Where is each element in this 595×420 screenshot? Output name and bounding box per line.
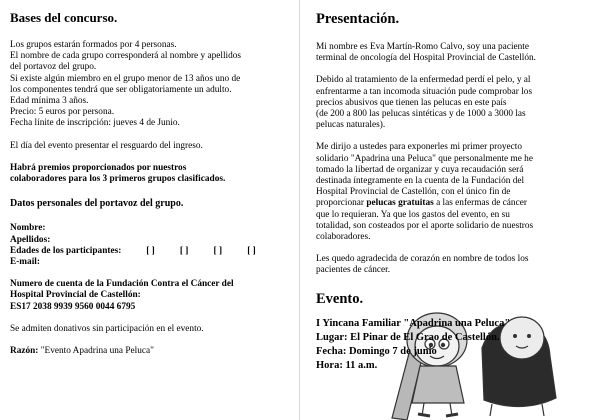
rule-line: Edad mínima 3 años. xyxy=(10,96,89,107)
event-time xyxy=(316,359,587,373)
ages-label: Edades de los participantes: xyxy=(10,245,122,256)
account-line: Hospital Provincial de Castellón: xyxy=(10,290,141,301)
place-value: El Pinar de El Grao de Castellón. xyxy=(347,331,500,343)
rule-line: Precio: 5 euros por persona. xyxy=(10,107,115,118)
personal-data-form xyxy=(10,223,292,268)
text-line: tomado la libertad de organizar y cuya recaudación será xyxy=(316,164,524,175)
prizes-line: Habrá premios proporcionados por nuestros xyxy=(10,162,187,173)
event-details xyxy=(316,317,587,373)
text-line: (de 200 a 800 las pelucas sintéticas y de 1000 a 3000 las xyxy=(316,109,526,120)
prizes-note xyxy=(10,163,292,185)
time-value: 11 a.m. xyxy=(342,359,378,371)
rule-line: del portavoz del grupo. xyxy=(10,62,97,73)
text-line: totalidad, son costeados por el aporte solidario de nuestros xyxy=(316,220,534,231)
text-line: colaboradores. xyxy=(316,232,371,243)
age-box-4[interactable]: [ ] xyxy=(247,245,256,256)
text-line: pelucas naturales). xyxy=(316,120,386,131)
text-line: terminal de oncología del Hospital Provincial de Castellón. xyxy=(316,53,536,64)
email-field[interactable]: E-mail: xyxy=(10,257,40,268)
donations-note: Se admiten donativos sin participación en el evento. xyxy=(10,323,204,334)
age-box-3[interactable]: [ ] xyxy=(213,245,223,256)
text-line: solidario "Apadrina una Peluca" que personalmente me he xyxy=(316,153,533,164)
date-value: Domingo 7 de junio xyxy=(346,345,437,357)
place-label: Lugar: xyxy=(316,331,348,343)
text-line: enfrentarme a tan incomoda situación pude comprobar los xyxy=(316,86,533,97)
age-box-1[interactable]: [ ] xyxy=(146,245,155,256)
rule-line: Los grupos estarán formados por 4 personas. xyxy=(10,40,177,50)
free-wigs-emphasis: pelucas gratuitas xyxy=(366,198,434,209)
event-date xyxy=(316,345,587,359)
rule-line: Fecha línite de inscripción: jueves 4 de Junio. xyxy=(10,118,180,129)
text-line: pacientes de cáncer. xyxy=(316,265,391,276)
text-line: Me dirijo a ustedes para exponerles mi primer proyecto xyxy=(316,142,523,153)
account-number: ES17 2038 9939 9560 0044 6795 xyxy=(10,301,136,312)
name-field[interactable]: Nombre: xyxy=(10,223,46,234)
event-note: El día del evento presentar el resguardo del ingreso. xyxy=(10,140,203,151)
date-label: Fecha: xyxy=(316,345,347,357)
presentation-title: Presentación. xyxy=(316,11,400,27)
text-line: Mi nombre es Eva Martín-Romo Calvo, soy una paciente xyxy=(316,42,530,52)
ages-field xyxy=(10,246,292,257)
time-label: Hora: xyxy=(316,359,343,371)
presentation-paragraph-4 xyxy=(316,254,587,276)
reason-line xyxy=(10,346,292,357)
reason-value: "Evento Apadrina una Peluca" xyxy=(38,346,154,357)
account-line: Numero de cuenta de la Fundación Contra el Cáncer del xyxy=(10,279,234,290)
text-line: Les quedo agradecida de corazón en nombre de todos los xyxy=(316,254,529,265)
presentation-paragraph-1 xyxy=(316,42,587,64)
rule-line: El nombre de cada grupo corresponderá al nombre y apellidos xyxy=(10,51,242,62)
presentation-paragraph-2 xyxy=(316,75,587,131)
event-name: I Yincana Familiar "Apadrina una Peluca" xyxy=(316,317,511,329)
prizes-line: colaboradores para los 3 primeros grupos clasificados. xyxy=(10,174,226,185)
text-line: proporcionar pelucas gratuitas a las enfermas de cáncer xyxy=(316,198,527,209)
rules-block xyxy=(10,40,292,130)
rule-line: los componentes tendrá que ser obligatoriamente un adulto. xyxy=(10,84,232,95)
event-place xyxy=(316,331,587,345)
text-line: que lo requieran. Ya que los gastos del evento, en su xyxy=(316,209,510,220)
form-title: Datos personales del portavoz del grupo. xyxy=(10,198,184,210)
text-line: precios abusivos que tienen las pelucas en este país xyxy=(316,97,507,108)
reason-label: Razón: xyxy=(10,346,39,357)
rule-line: Si existe algún miembro en el grupo menor de 13 años uno de xyxy=(10,73,241,84)
contest-rules-title: Bases del concurso. xyxy=(10,10,118,25)
bank-account xyxy=(10,279,292,313)
text-line: destinada íntegramente en la cuenta de la Fundación del xyxy=(316,176,525,187)
age-box-2[interactable]: [ ] xyxy=(179,245,189,256)
event-title: Evento. xyxy=(316,290,364,307)
presentation-paragraph-3 xyxy=(316,142,587,243)
text-line: Debido al tratamiento de la enfermedad perdí el pelo, y al xyxy=(316,75,531,86)
right-panel xyxy=(300,0,595,420)
surname-field[interactable]: Apellidos: xyxy=(10,234,51,245)
text-line: Hospital Provincial de Castellón, con el único fin de xyxy=(316,187,511,198)
